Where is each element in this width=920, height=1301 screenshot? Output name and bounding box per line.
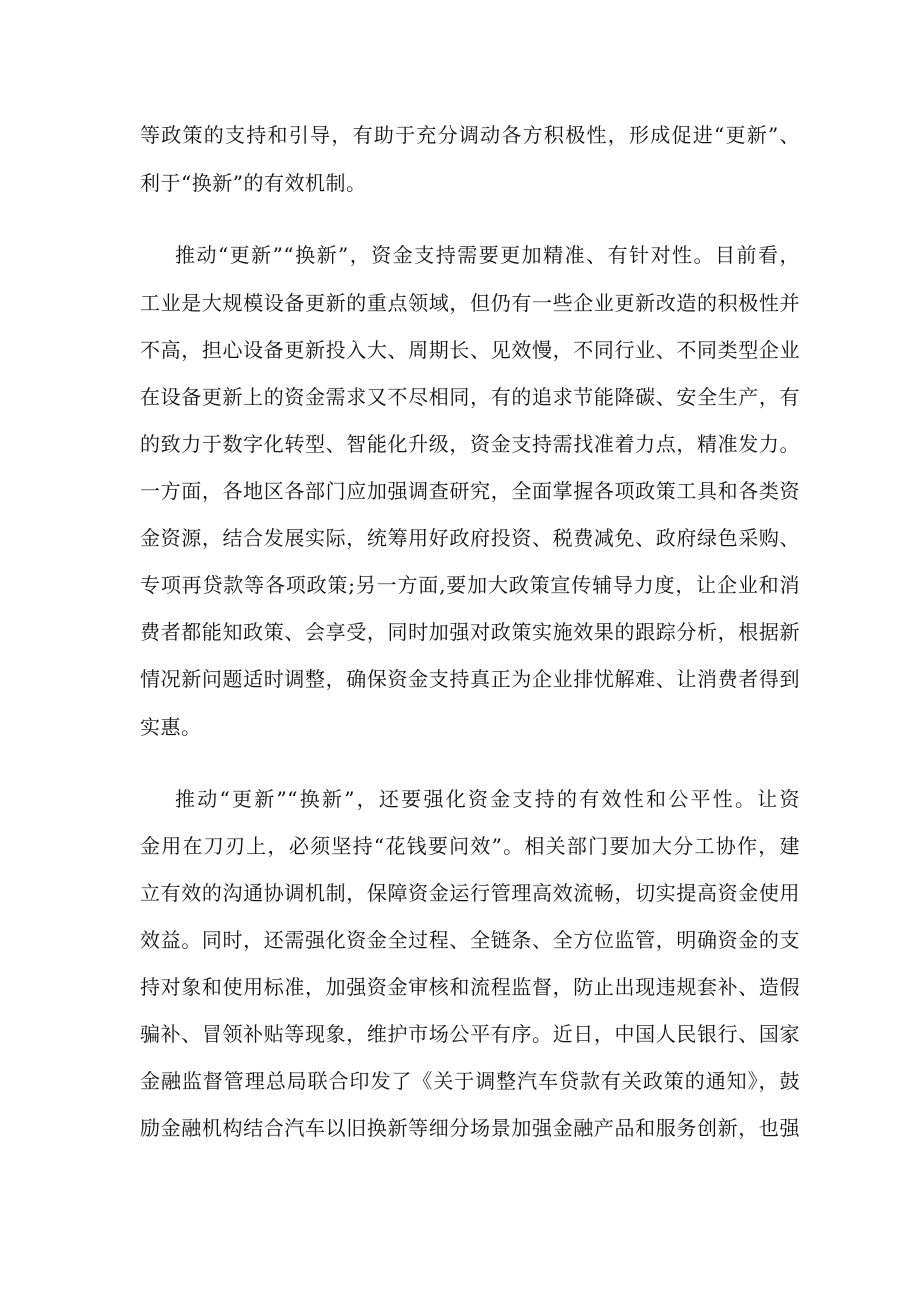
paragraph-1-line-2: 利于“换新”的有效机制。 [140,171,367,195]
paragraph-2-line-6: 一方面，各地区各部门应加强调查研究，全面掌握各项政策工具和各类资 [140,479,800,503]
paragraph-2-line-8: 专项再贷款等各项政策;另一方面,要加大政策宣传辅导力度，让企业和消 [140,573,800,597]
paragraph-2-line-3: 不高，担心设备更新投入大、周期长、见效慢，不同行业、不同类型企业 [140,338,800,362]
paragraph-3-line-2: 金用在刀刃上，必须坚持“花钱要问效”。相关部门要加大分工协作，建 [140,834,800,858]
paragraph-2-line-9: 费者都能知政策、会享受，同时加强对政策实施效果的跟踪分析，根据新 [140,620,800,644]
paragraph-2-line-11: 实惠。 [140,715,202,739]
paragraph-2-line-10: 情况新问题适时调整，确保资金支持真正为企业排忧解难、让消费者得到 [140,667,800,691]
paragraph-3-line-4: 效益。同时，还需强化资金全过程、全链条、全方位监管，明确资金的支 [140,928,800,952]
paragraph-3-line-8: 励金融机构结合汽车以旧换新等细分场景加强金融产品和服务创新，也强 [140,1116,800,1140]
paragraph-2-line-1: 推动“更新”“换新”，资金支持需要更加精准、有针对性。目前看， [175,243,800,267]
paragraph-3-line-6: 骗补、冒领补贴等现象，维护市场公平有序。近日，中国人民银行、国家 [140,1022,800,1046]
paragraph-3-line-5: 持对象和使用标准，加强资金审核和流程监督，防止出现违规套补、造假 [140,975,800,999]
paragraph-1-line-1: 等政策的支持和引导，有助于充分调动各方积极性，形成促进“更新”、 [140,123,800,147]
paragraph-3-line-7: 金融监督管理总局联合印发了《关于调整汽车贷款有关政策的通知》，鼓 [140,1069,800,1093]
paragraph-3-line-1: 推动“更新”“换新”，还要强化资金支持的有效性和公平性。让资 [175,787,800,811]
paragraph-2-line-4: 在设备更新上的资金需求又不尽相同，有的追求节能降碳、安全生产，有 [140,385,800,409]
paragraph-3-line-3: 立有效的沟通协调机制，保障资金运行管理高效流畅，切实提高资金使用 [140,881,800,905]
paragraph-2-line-2: 工业是大规模设备更新的重点领域，但仍有一些企业更新改造的积极性并 [140,291,800,315]
paragraph-2-line-5: 的致力于数字化转型、智能化升级，资金支持需找准着力点，精准发力。 [140,432,800,456]
paragraph-2-line-7: 金资源，结合发展实际，统筹用好政府投资、税费减免、政府绿色采购、 [140,526,800,550]
